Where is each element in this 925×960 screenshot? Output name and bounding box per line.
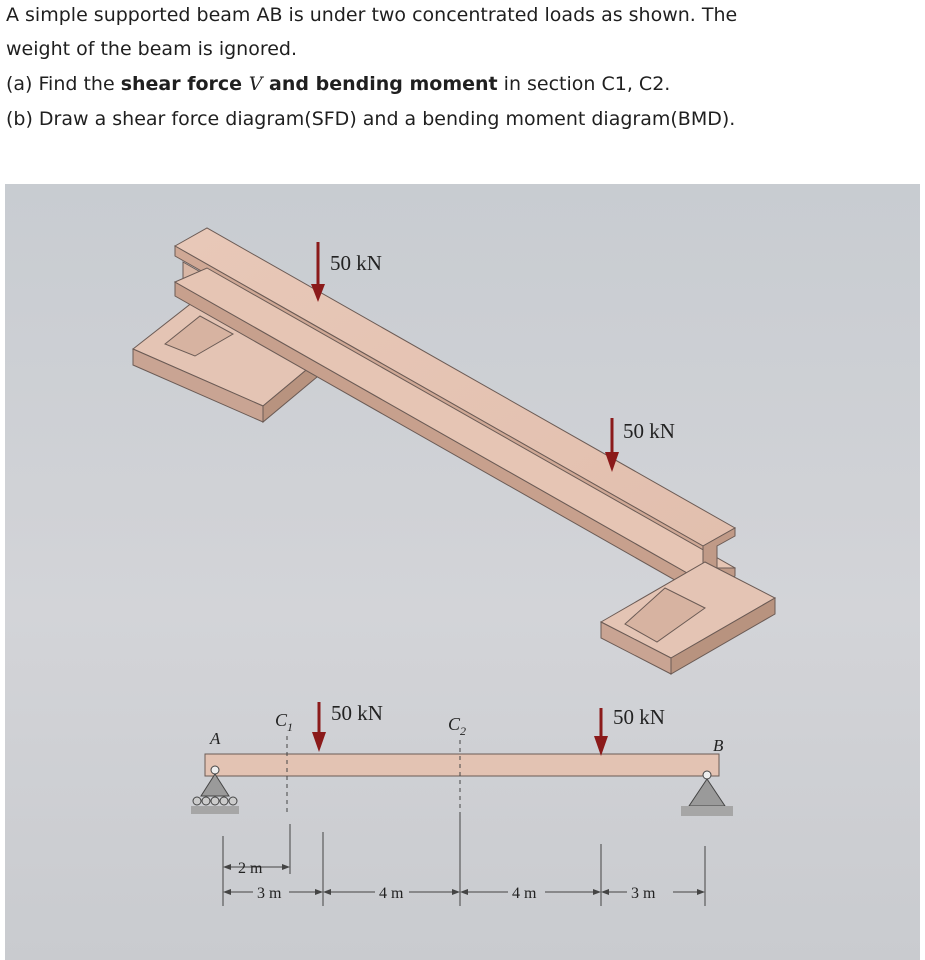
support-a-label: A xyxy=(210,729,221,748)
intro-line-1: A simple supported beam AB is under two concentrated loads as shown. The xyxy=(6,4,738,26)
part-a-bold-1: shear force xyxy=(120,73,249,95)
part-a-prefix: (a) Find the xyxy=(6,73,121,95)
load-label-2: 50 kN xyxy=(613,705,665,729)
intro-line-2: weight of the beam is ignored. xyxy=(6,38,298,60)
dim-3-label: 4 m xyxy=(512,885,537,902)
photo-background xyxy=(5,184,920,960)
top-load-label-2: 50 kN xyxy=(623,419,675,443)
part-a-suffix: in section C1, C2. xyxy=(497,73,671,95)
beam-2d xyxy=(205,754,719,776)
part-b: (b) Draw a shear force diagram(SFD) and a bending moment diagram(BMD). xyxy=(6,108,736,130)
dim-2-label: 4 m xyxy=(379,885,404,902)
section-c1-letter: C xyxy=(275,710,288,730)
beam-figure-photo xyxy=(5,184,920,960)
load-label-1: 50 kN xyxy=(331,701,383,725)
dim-4-label: 3 m xyxy=(631,885,656,902)
section-c2-subscript: 2 xyxy=(460,724,467,738)
section-c2-letter: C xyxy=(448,714,461,734)
dim-1-label: 3 m xyxy=(257,885,282,902)
part-a-variable: V xyxy=(248,73,263,95)
part-a xyxy=(6,72,670,96)
top-load-label-1: 50 kN xyxy=(330,251,382,275)
part-a-bold-2: and bending moment xyxy=(262,73,498,95)
dim-c1-label: 2 m xyxy=(238,860,263,877)
section-c1-subscript: 1 xyxy=(287,720,294,734)
support-b-label: B xyxy=(713,736,724,755)
